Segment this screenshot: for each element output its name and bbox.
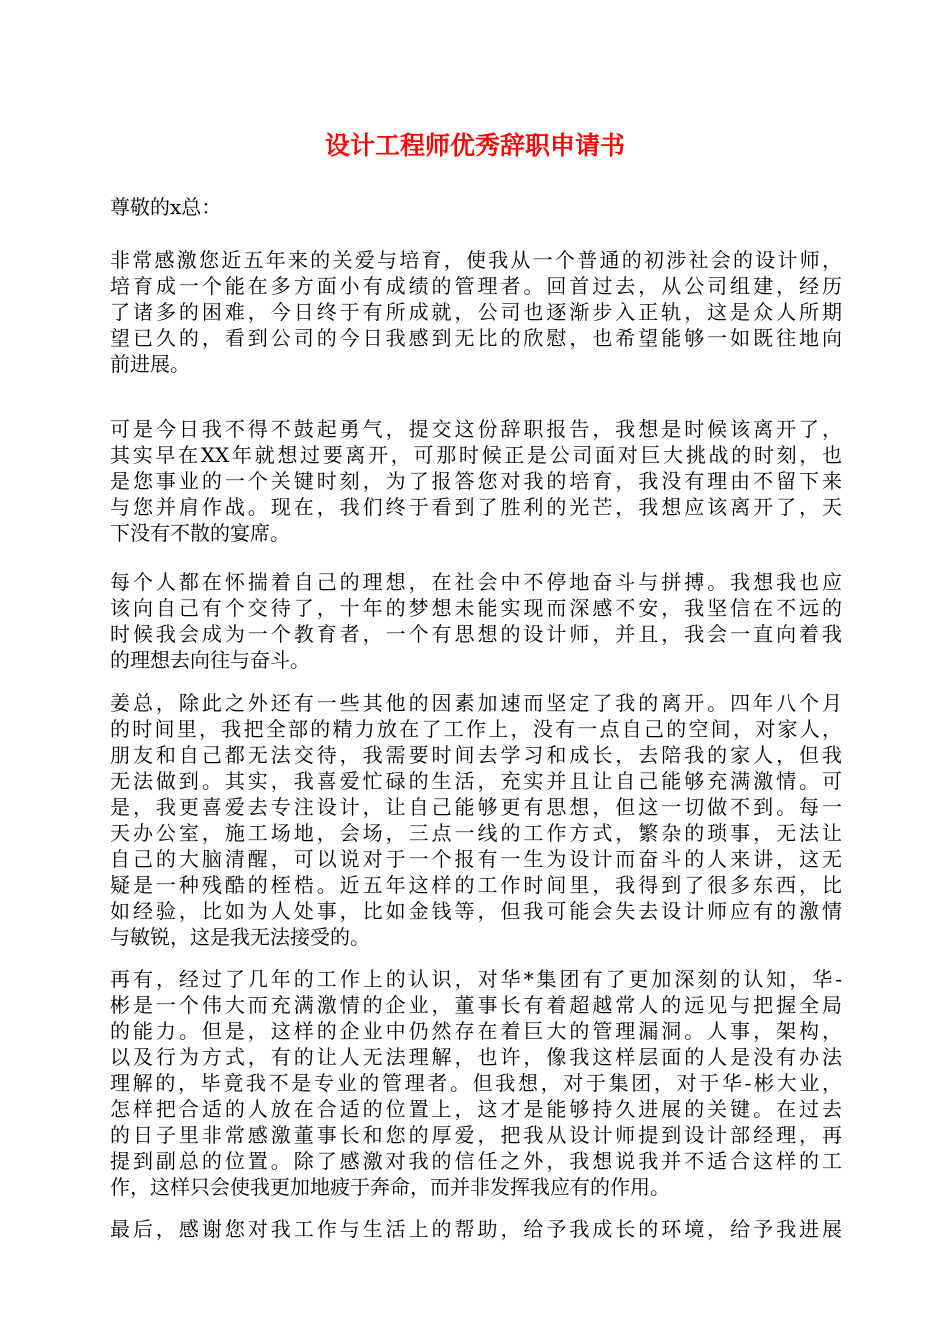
paragraph-2-line-3: 是您事业的一个关键时刻，为了报答您对我的培育，我没有理由不留下来 [110, 469, 842, 493]
paragraph-5-line-2: 彬是一个伟大而充满激情的企业，董事长有着超越常人的远见与把握全局 [110, 993, 842, 1017]
paragraph-3-line-3: 时候我会成为一个教育者，一个有思想的设计师，并且，我会一直向着我 [110, 622, 842, 646]
paragraph-4-line-1: 姜总，除此之外还有一些其他的因素加速而坚定了我的离开。四年八个月 [110, 691, 842, 715]
paragraph-4-line-6: 天办公室，施工场地，会场，三点一线的工作方式，繁杂的琐事，无法让 [110, 821, 842, 845]
paragraph-3-line-2: 该向自己有个交待了，十年的梦想未能实现而深感不安，我坚信在不远的 [110, 596, 842, 620]
paragraph-2-line-4: 与您并肩作战。现在，我们终于看到了胜利的光芒，我想应该离开了，天 [110, 495, 842, 519]
paragraph-4-line-8: 疑是一种残酷的桎梏。近五年这样的工作时间里，我得到了很多东西，比 [110, 873, 842, 897]
paragraph-2-line-2: 其实早在XX年就想过要离开，可那时候正是公司面对巨大挑战的时刻，也 [110, 443, 842, 467]
paragraph-5-line-8: 提到副总的位置。除了感激对我的信任之外，我想说我并不适合这样的工 [110, 1149, 842, 1173]
paragraph-2-line-1: 可是今日我不得不鼓起勇气，提交这份辞职报告，我想是时候该离开了， [110, 417, 842, 441]
paragraph-4-line-2: 的时间里，我把全部的精力放在了工作上，没有一点自己的空间，对家人， [110, 717, 842, 741]
paragraph-1-line-2: 培育成一个能在多方面小有成绩的管理者。回首过去，从公司组建，经历 [110, 274, 842, 298]
paragraph-5-line-7: 的日子里非常感激董事长和您的厚爱，把我从设计师提到设计部经理，再 [110, 1123, 842, 1147]
paragraph-5-line-6: 怎样把合适的人放在合适的位置上，这才是能够持久进展的关键。在过去 [110, 1097, 842, 1121]
paragraph-5-line-1: 再有，经过了几年的工作上的认识，对华*集团有了更加深刻的认知，华- [110, 967, 842, 991]
paragraph-4-line-7: 自己的大脑清醒，可以说对于一个报有一生为设计而奋斗的人来讲，这无 [110, 847, 842, 871]
paragraph-5-line-3: 的能力。但是，这样的企业中仍然存在着巨大的管理漏洞。人事，架构， [110, 1019, 842, 1043]
paragraph-3-line-1: 每个人都在怀揣着自己的理想，在社会中不停地奋斗与拼搏。我想我也应 [110, 570, 842, 594]
paragraph-4-line-4: 无法做到。其实，我喜爱忙碌的生活，充实并且让自己能够充满激情。可 [110, 769, 842, 793]
paragraph-5-line-5: 理解的，毕竟我不是专业的管理者。但我想，对于集团，对于华-彬大业， [110, 1071, 842, 1095]
paragraph-1-line-3: 了诸多的困难，今日终于有所成就，公司也逐渐步入正轨，这是众人所期 [110, 300, 842, 324]
paragraph-1-line-1: 非常感激您近五年来的关爱与培育，使我从一个普通的初涉社会的设计师， [110, 248, 842, 272]
salutation: 尊敬的x总： [110, 195, 222, 219]
document-title: 设计工程师优秀辞职申请书 [324, 131, 625, 160]
paragraph-4-line-10: 与敏锐，这是我无法接受的。 [110, 925, 370, 949]
paragraph-1-line-4: 望已久的，看到公司的今日我感到无比的欣慰，也希望能够一如既往地向 [110, 326, 842, 350]
paragraph-6-line-1: 最后，感谢您对我工作与生活上的帮助，给予我成长的环境，给予我进展 [110, 1217, 842, 1241]
paragraph-1-line-5: 前进展。 [110, 352, 190, 376]
paragraph-4-line-5: 是，我更喜爱去专注设计，让自己能够更有思想，但这一切做不到。每一 [110, 795, 842, 819]
paragraph-3-line-4: 的理想去向往与奋斗。 [110, 648, 310, 672]
paragraph-5-line-9: 作，这样只会使我更加地疲于奔命，而并非发挥我应有的作用。 [110, 1175, 670, 1199]
paragraph-5-line-4: 以及行为方式，有的让人无法理解，也许，像我这样层面的人是没有办法 [110, 1045, 842, 1069]
paragraph-4-line-9: 如经验，比如为人处事，比如金钱等，但我可能会失去设计师应有的激情 [110, 899, 842, 923]
paragraph-4-line-3: 朋友和自己都无法交待，我需要时间去学习和成长，去陪我的家人，但我 [110, 743, 842, 767]
paragraph-2-line-5: 下没有不散的宴席。 [110, 521, 290, 545]
